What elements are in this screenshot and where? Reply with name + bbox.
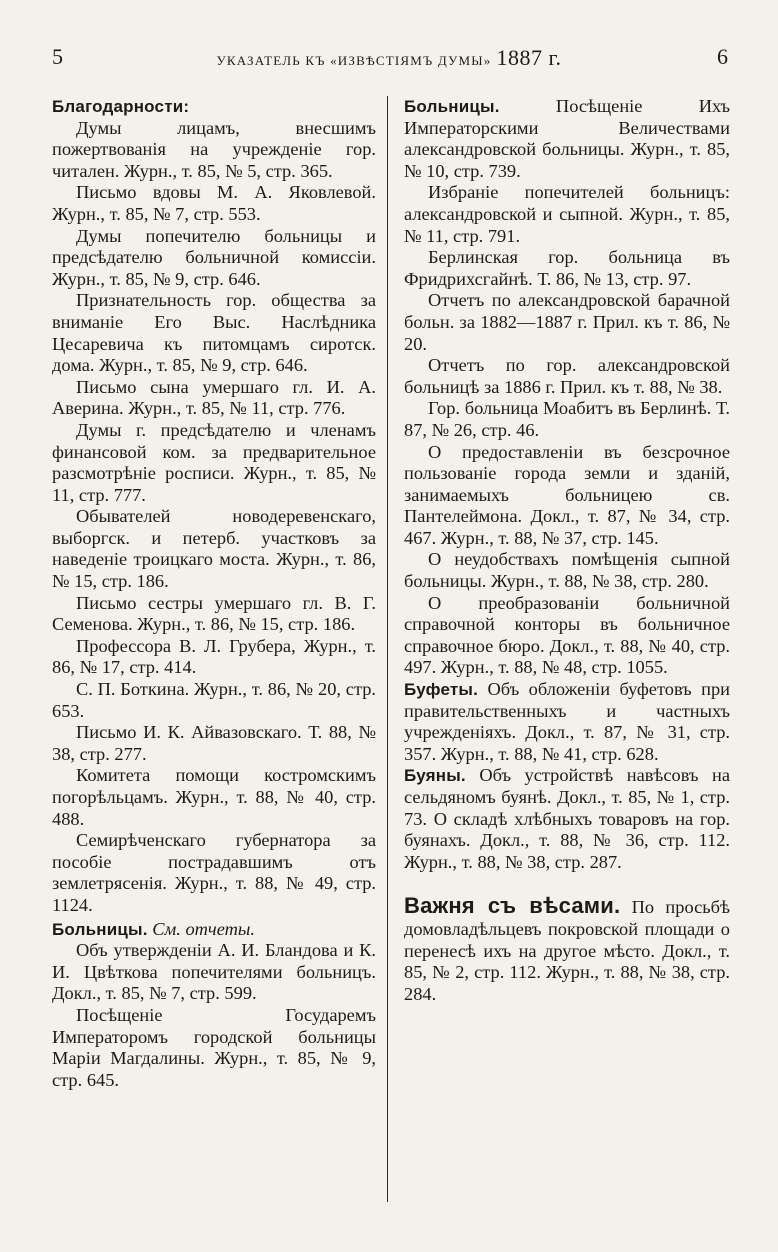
- entry-heading: Больницы.: [404, 97, 500, 116]
- right-column: [404, 96, 730, 1005]
- entry-bolnitsy: [404, 96, 730, 679]
- entry-buyany: [404, 765, 730, 873]
- entry-item: Думы лицамъ, внесшимъ пожертвованія на учрежденіе гор. читален. Журн., т. 85, № 5, стр. 365.: [52, 117, 376, 181]
- entry-heading-line: [404, 679, 730, 765]
- entry-item: Объ утвержденіи А. И. Бландова и К. И. Цвѣткова попечителями больницъ. Докл., т. 85, № 7, стр. 599.: [52, 940, 376, 1004]
- entry-item: С. П. Боткина. Журн., т. 86, № 20, стр. 653.: [52, 679, 376, 721]
- entry-heading: Больницы.: [52, 919, 148, 939]
- entry-item: Обывателей новодеревенскаго, выборгск. и петерб. участковъ за наведеніе троицкаго моста. Журн., т. 86, № 15, стр. 186.: [52, 506, 376, 592]
- running-title-text: УКАЗАТЕЛЬ КЪ «ИЗВѢСТІЯМЪ ДУМЫ»: [216, 53, 492, 68]
- entry-blagodarnosti: [52, 96, 376, 917]
- entry-item: Посѣщеніе Ихъ Императорскими Величествами александровской больницы. Журн., т. 85, № 10, стр. 739.: [404, 96, 730, 181]
- left-column: [52, 96, 376, 1091]
- entry-item: Отчетъ по гор. александровской больницѣ за 1886 г. Прил. къ т. 88, № 38.: [404, 355, 730, 397]
- entry-item: Берлинская гор. больница въ Фридрихсгайнѣ. Т. 86, № 13, стр. 97.: [404, 247, 730, 289]
- entry-item: Объ обложеніи буфетовъ при правительственныхъ и частныхъ учрежденіяхъ. Докл., т. 87, № 31, стр. 357. Журн., т. 88, № 41, стр. 628.: [404, 679, 730, 764]
- column-divider: [387, 96, 388, 1202]
- entry-item: Письмо сына умершаго гл. И. А. Аверина. Журн., т. 85, № 11, стр. 776.: [52, 376, 376, 419]
- entry-item: Думы г. предсѣдателю и членамъ финансовой ком. за предварительное разсмотрѣніе росписи. Журн., т. 85, № 11, стр. 777.: [52, 419, 376, 505]
- running-title: [0, 46, 778, 73]
- entry-item: Семирѣченскаго губернатора за пособіе пострадавшимъ отъ землетрясенія. Журн., т. 88, № 49, стр. 1124.: [52, 830, 376, 915]
- entry-heading-line: [404, 96, 730, 182]
- page-number-left: 5: [52, 44, 63, 69]
- entry-heading-line: [404, 765, 730, 873]
- entry-item: О предоставленіи въ безсрочное пользованіе города земли и зданій, занимаемыхъ больницею св. Пантелеймона. Докл., т. 87, № 34, стр. 467. Журн., т. 88, № 37, стр. 145.: [404, 441, 730, 548]
- entry-item: О преобразованіи больничной справочной конторы въ больничное справочное бюро. Докл., т. 88, № 40, стр. 497. Журн., т. 88, № 48, стр. 1055.: [404, 592, 730, 678]
- entry-item: Признательность гор. общества за вниманіе Его Выс. Наслѣдника Цесаревича къ питомцамъ сиротск. дома. Журн., т. 85, № 9, стр. 646.: [52, 290, 376, 376]
- entry-item: Письмо вдовы М. А. Яковлевой. Журн., т. 85, № 7, стр. 553.: [52, 182, 376, 224]
- entry-item: Объ устройствѣ навѣсовъ на сельдяномъ буянѣ. Докл., т. 85, № 1, стр. 73. О складѣ хлѣбныхъ товаровъ на гор. буянахъ. Докл., т. 88, № 36, стр. 112. Журн., т. 88, № 38, стр. 287.: [404, 765, 730, 872]
- entry-item: Гор. больница Моабитъ въ Берлинѣ. Т. 87, № 26, стр. 46.: [404, 398, 730, 440]
- cross-reference: См. отчеты.: [152, 918, 255, 939]
- entry-item: Комитета помощи костромскимъ погорѣльцамъ. Журн., т. 88, № 40, стр. 488.: [52, 765, 376, 829]
- entry-item: Посѣщеніе Государемъ Императоромъ городской больницы Маріи Магдалины. Журн., т. 85, № 9, стр. 645.: [52, 1004, 376, 1090]
- entry-item: Письмо И. К. Айвазовскаго. Т. 88, № 38, стр. 277.: [52, 722, 376, 764]
- entry-item: Избраніе попечителей больницъ: александровской и сыпной. Журн., т. 85, № 11, стр. 791.: [404, 182, 730, 246]
- entry-heading: Буфеты.: [404, 680, 479, 700]
- entry-vazhnya: [404, 895, 730, 1005]
- entry-item: Профессора В. Л. Грубера, Журн., т. 86, № 17, стр. 414.: [52, 635, 376, 678]
- entry-heading: Буяны.: [404, 766, 466, 786]
- running-title-year: 1887 г.: [496, 45, 562, 70]
- page-number-right: 6: [717, 44, 728, 69]
- entry-heading: Благодарности:: [52, 97, 190, 116]
- entry-heading: Важня съ вѣсами.: [404, 893, 621, 919]
- entry-heading-line: [404, 895, 730, 1005]
- running-header: [0, 0, 778, 80]
- entry-bufety: [404, 679, 730, 765]
- entry-item: По просьбѣ домовладѣльцевъ покровской площади о перенесѣ ихъ на другое мѣсто. Докл., т. 85, № 2, стр. 112. Журн., т. 88, № 38, стр. 284.: [404, 897, 730, 1004]
- entry-item: Отчетъ по александровской барачной больн. за 1882—1887 г. Прил. къ т. 86, № 20.: [404, 290, 730, 354]
- entry-item: О неудобствахъ помѣщенія сыпной больницы. Журн., т. 88, № 38, стр. 280.: [404, 549, 730, 592]
- entry-heading-line: [52, 919, 376, 941]
- entry-item: Письмо сестры умершаго гл. В. Г. Семенова. Журн., т. 86, № 15, стр. 186.: [52, 592, 376, 635]
- entry-bolnitsy-see-also: [52, 919, 376, 1092]
- entry-item: Думы попечителю больницы и предсѣдателю больничной комиссіи. Журн., т. 85, № 9, стр. 646.: [52, 225, 376, 289]
